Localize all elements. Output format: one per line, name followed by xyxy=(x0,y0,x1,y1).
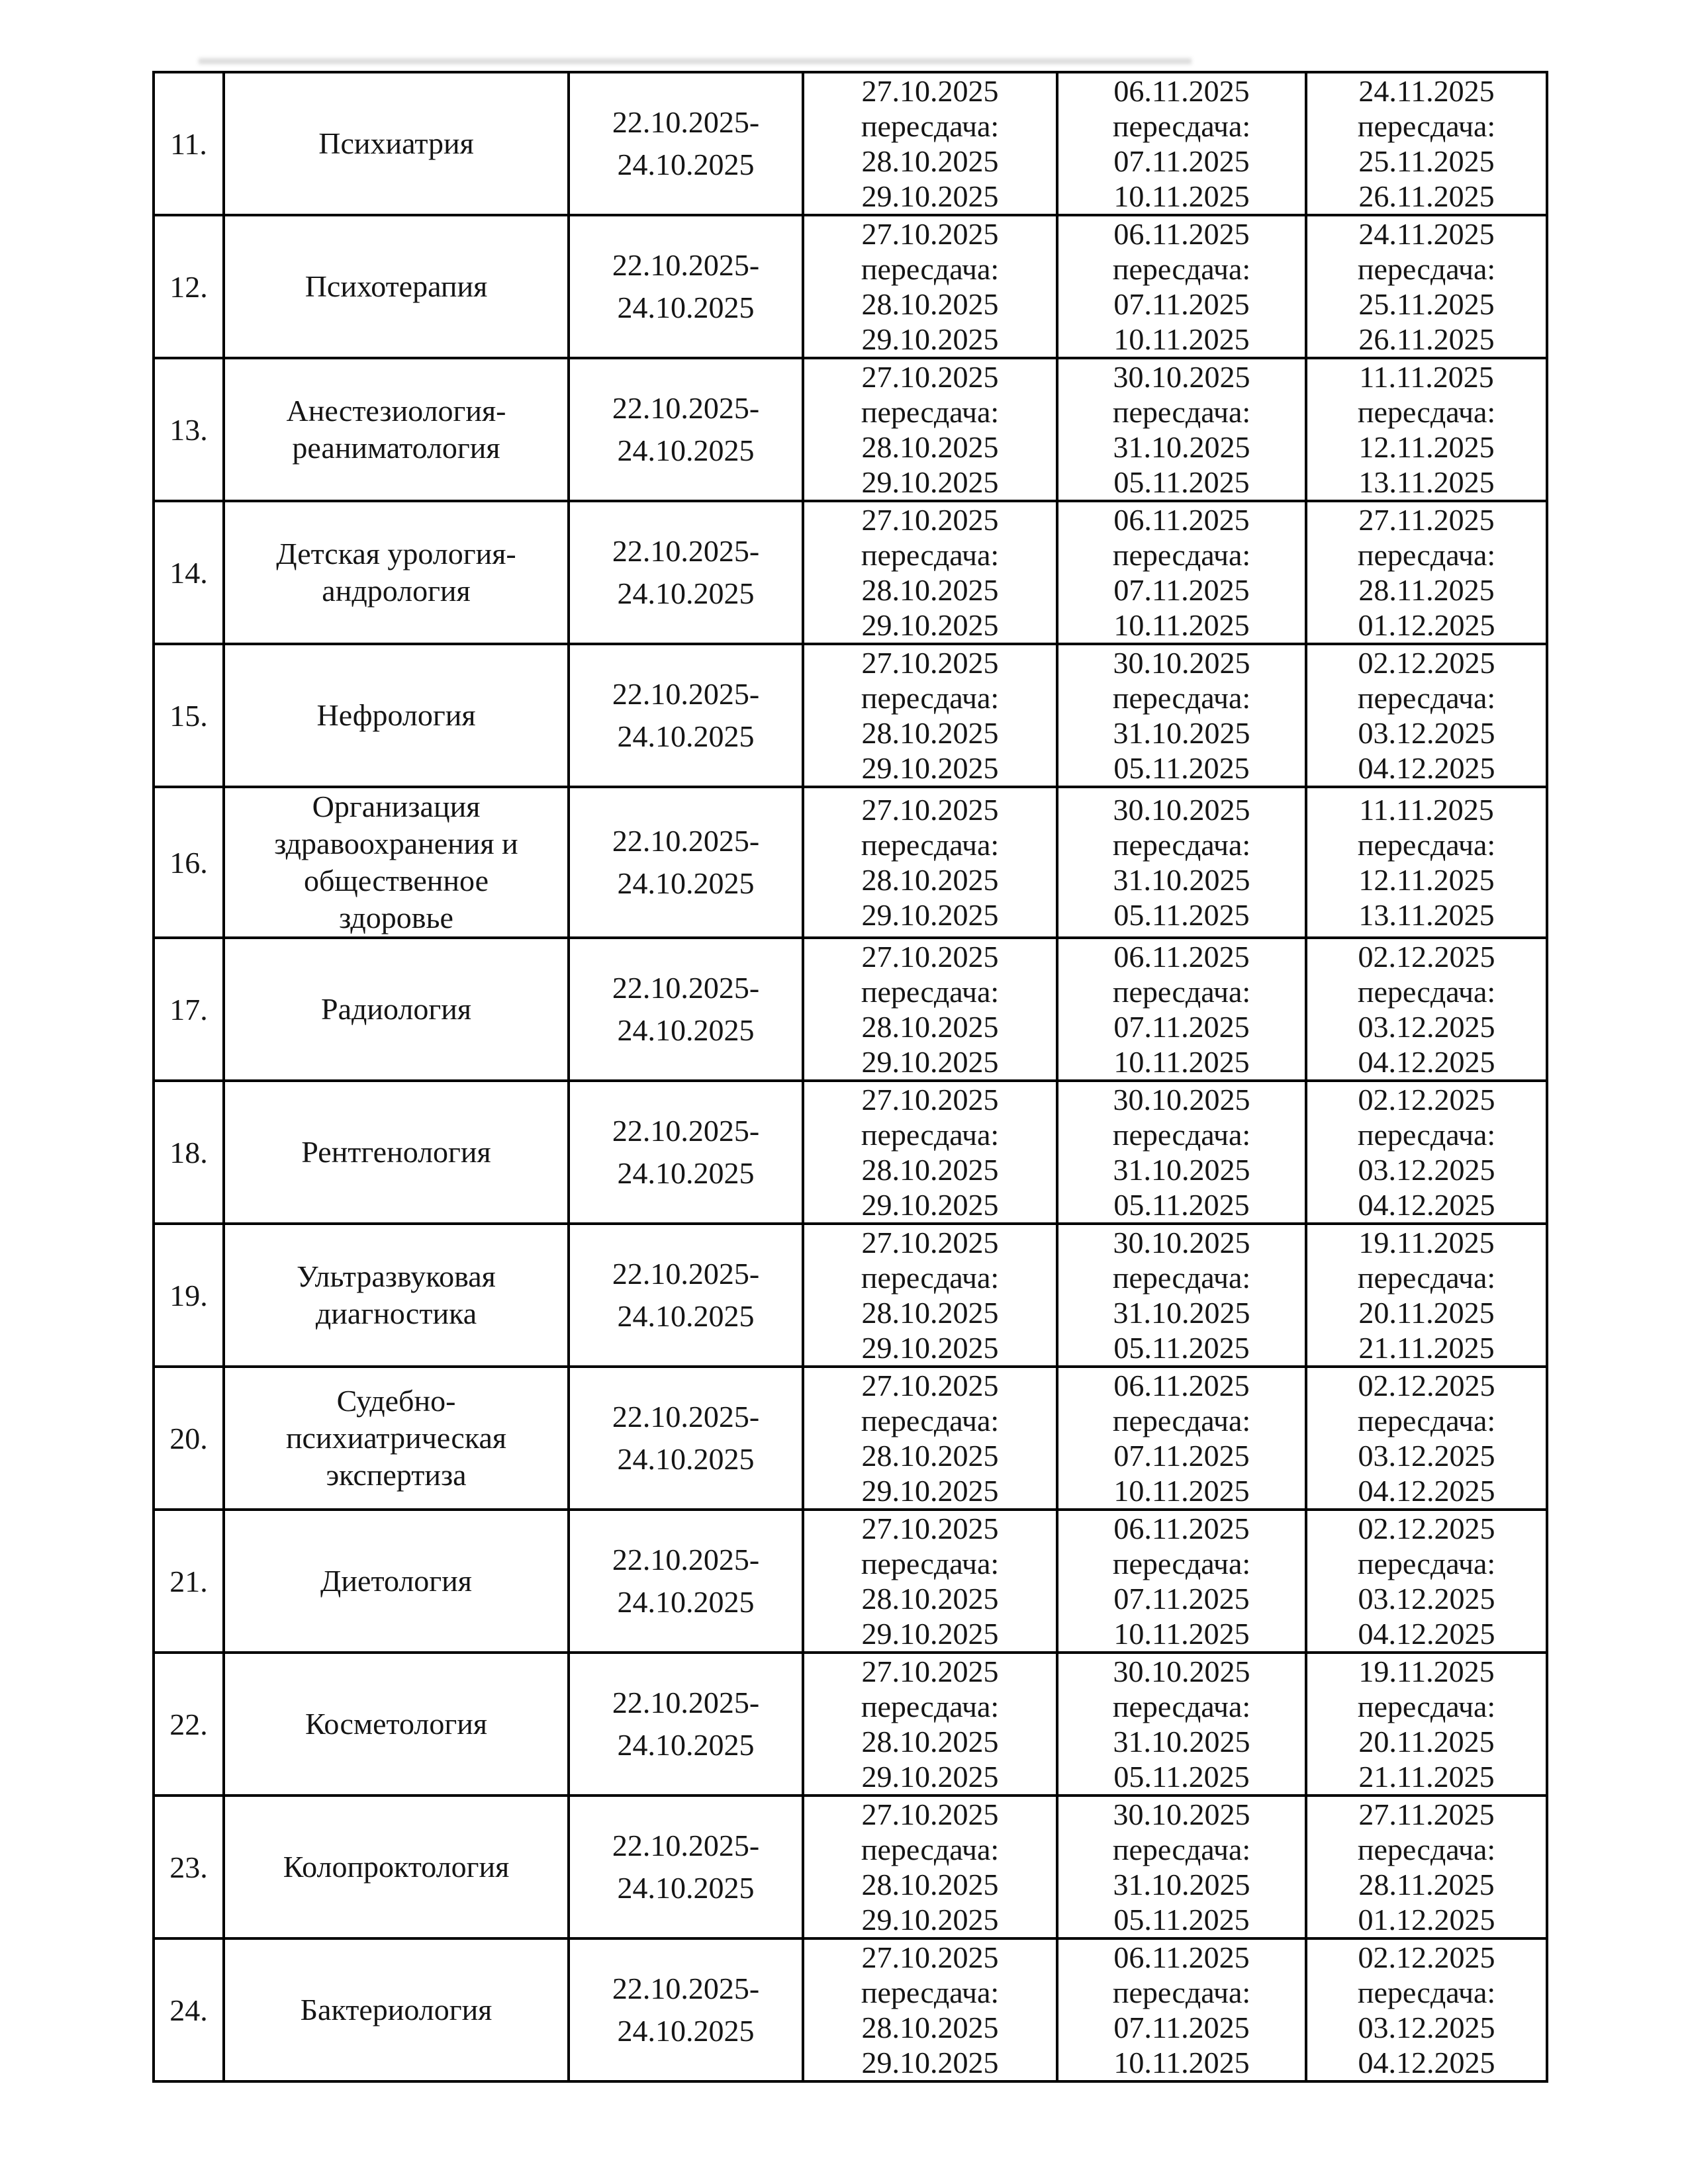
retake2-dates-cell xyxy=(1306,72,1547,215)
period-line: 24.10.2025 xyxy=(617,719,755,753)
retake1-dates-cell xyxy=(1057,1081,1306,1224)
period-line: 22.10.2025- xyxy=(612,677,760,711)
date-line: 21.11.2025 xyxy=(1358,1760,1495,1794)
table-row xyxy=(154,1796,1547,1938)
date-line: 02.12.2025 xyxy=(1358,940,1495,974)
date-line: пересдача: xyxy=(861,109,1000,143)
period-line: 24.10.2025 xyxy=(617,1442,755,1476)
date-line: 27.10.2025 xyxy=(861,1512,999,1545)
date-line: 27.10.2025 xyxy=(861,1369,999,1402)
retake2-dates-cell xyxy=(1306,1224,1547,1367)
specialty-cell: Ультразвуковая диагностика xyxy=(224,1224,569,1367)
retake1-dates-cell xyxy=(1057,1938,1306,2081)
exam-dates-cell xyxy=(803,644,1057,787)
row-number-cell: 11. xyxy=(154,72,224,215)
date-line: 27.10.2025 xyxy=(861,1797,999,1831)
period-line: 22.10.2025- xyxy=(612,1114,760,1148)
date-line: пересдача: xyxy=(861,681,1000,715)
date-line: 24.11.2025 xyxy=(1358,217,1495,251)
exam-dates-cell xyxy=(803,1796,1057,1938)
date-line: пересдача: xyxy=(861,1118,1000,1152)
date-line: пересдача: xyxy=(1357,828,1496,862)
row-number-cell: 18. xyxy=(154,1081,224,1224)
table-row xyxy=(154,1938,1547,2081)
row-number-cell: 21. xyxy=(154,1510,224,1653)
date-line: 27.10.2025 xyxy=(861,793,999,827)
specialty-cell: Радиология xyxy=(224,938,569,1081)
date-line: пересдача: xyxy=(1357,538,1496,572)
date-line: 06.11.2025 xyxy=(1113,940,1250,974)
date-line: 30.10.2025 xyxy=(1113,646,1250,680)
table-row xyxy=(154,1367,1547,1510)
date-line: 03.12.2025 xyxy=(1358,716,1495,750)
date-line: 10.11.2025 xyxy=(1113,179,1250,213)
exam-dates-cell xyxy=(803,938,1057,1081)
row-number-cell: 23. xyxy=(154,1796,224,1938)
date-line: 27.10.2025 xyxy=(861,360,999,394)
retake1-dates-cell xyxy=(1057,938,1306,1081)
period-line: 22.10.2025- xyxy=(612,971,760,1005)
specialty-cell: Детская урология-андрология xyxy=(224,501,569,644)
table-row xyxy=(154,358,1547,501)
date-line: 28.10.2025 xyxy=(861,573,999,607)
date-line: 28.10.2025 xyxy=(861,1439,999,1473)
date-line: 10.11.2025 xyxy=(1113,608,1250,642)
row-number-cell: 17. xyxy=(154,938,224,1081)
date-line: 31.10.2025 xyxy=(1113,863,1250,897)
date-line: 10.11.2025 xyxy=(1113,1474,1250,1508)
date-line: 10.11.2025 xyxy=(1113,1045,1250,1079)
exam-dates-cell xyxy=(803,1510,1057,1653)
period-cell xyxy=(569,1224,803,1367)
period-line: 24.10.2025 xyxy=(617,1156,755,1190)
date-line: 28.11.2025 xyxy=(1358,1868,1495,1901)
date-line: 10.11.2025 xyxy=(1113,1617,1250,1651)
date-line: пересдача: xyxy=(1357,395,1496,429)
date-line: 31.10.2025 xyxy=(1113,1296,1250,1330)
retake1-dates-cell xyxy=(1057,501,1306,644)
date-line: 27.10.2025 xyxy=(861,1083,999,1116)
date-line: пересдача: xyxy=(1112,252,1251,286)
date-line: 20.11.2025 xyxy=(1358,1725,1495,1758)
period-line: 22.10.2025- xyxy=(612,1972,760,2005)
exam-dates-cell xyxy=(803,787,1057,938)
date-line: 30.10.2025 xyxy=(1113,1655,1250,1688)
period-line: 22.10.2025- xyxy=(612,1686,760,1719)
period-line: 24.10.2025 xyxy=(617,148,755,181)
period-line: 22.10.2025- xyxy=(612,1829,760,1862)
date-line: 26.11.2025 xyxy=(1358,179,1495,213)
retake1-dates-cell xyxy=(1057,1224,1306,1367)
date-line: 25.11.2025 xyxy=(1358,287,1495,321)
row-number-cell: 20. xyxy=(154,1367,224,1510)
retake2-dates-cell xyxy=(1306,938,1547,1081)
date-line: 28.10.2025 xyxy=(861,430,999,464)
exam-dates-cell xyxy=(803,1367,1057,1510)
period-cell xyxy=(569,787,803,938)
specialty-cell: Организация здравоохранения и общественное здоровье xyxy=(224,787,569,938)
date-line: пересдача: xyxy=(1112,828,1251,862)
date-line: пересдача: xyxy=(861,1547,1000,1580)
date-line: 02.12.2025 xyxy=(1358,646,1495,680)
period-line: 24.10.2025 xyxy=(617,1299,755,1333)
date-line: 01.12.2025 xyxy=(1358,608,1495,642)
date-line: 29.10.2025 xyxy=(861,751,999,785)
retake1-dates-cell xyxy=(1057,1653,1306,1796)
specialty-cell: Нефрология xyxy=(224,644,569,787)
date-line: 12.11.2025 xyxy=(1358,430,1495,464)
date-line: 12.11.2025 xyxy=(1358,863,1495,897)
period-line: 24.10.2025 xyxy=(617,291,755,324)
date-line: пересдача: xyxy=(861,1833,1000,1866)
date-line: 07.11.2025 xyxy=(1113,2011,1250,2044)
date-line: пересдача: xyxy=(1112,1118,1251,1152)
retake2-dates-cell xyxy=(1306,1653,1547,1796)
row-number-cell: 15. xyxy=(154,644,224,787)
retake2-dates-cell xyxy=(1306,1796,1547,1938)
date-line: 29.10.2025 xyxy=(861,1331,999,1365)
date-line: 28.10.2025 xyxy=(861,863,999,897)
date-line: 29.10.2025 xyxy=(861,1617,999,1651)
date-line: 07.11.2025 xyxy=(1113,144,1250,178)
retake2-dates-cell xyxy=(1306,787,1547,938)
date-line: 06.11.2025 xyxy=(1113,74,1250,108)
date-line: 30.10.2025 xyxy=(1113,1226,1250,1259)
date-line: 30.10.2025 xyxy=(1113,360,1250,394)
date-line: пересдача: xyxy=(861,395,1000,429)
date-line: 04.12.2025 xyxy=(1358,2046,1495,2079)
date-line: 29.10.2025 xyxy=(861,1760,999,1794)
date-line: 29.10.2025 xyxy=(861,1474,999,1508)
date-line: 28.10.2025 xyxy=(861,287,999,321)
table-row xyxy=(154,501,1547,644)
date-line: пересдача: xyxy=(1112,538,1251,572)
exam-dates-cell xyxy=(803,1653,1057,1796)
table-row xyxy=(154,644,1547,787)
exam-dates-cell xyxy=(803,1224,1057,1367)
date-line: 06.11.2025 xyxy=(1113,217,1250,251)
date-line: 27.10.2025 xyxy=(861,1226,999,1259)
date-line: пересдача: xyxy=(1357,109,1496,143)
period-cell xyxy=(569,358,803,501)
date-line: 27.10.2025 xyxy=(861,74,999,108)
period-line: 22.10.2025- xyxy=(612,105,760,139)
date-line: 11.11.2025 xyxy=(1359,793,1494,827)
scan-artifact xyxy=(199,58,1192,64)
date-line: 27.11.2025 xyxy=(1358,1797,1495,1831)
date-line: пересдача: xyxy=(861,252,1000,286)
date-line: 03.12.2025 xyxy=(1358,2011,1495,2044)
row-number-cell: 14. xyxy=(154,501,224,644)
date-line: 27.10.2025 xyxy=(861,1940,999,1974)
table-row xyxy=(154,1653,1547,1796)
retake2-dates-cell xyxy=(1306,1367,1547,1510)
date-line: 04.12.2025 xyxy=(1358,1474,1495,1508)
date-line: 29.10.2025 xyxy=(861,465,999,499)
retake1-dates-cell xyxy=(1057,1510,1306,1653)
period-cell xyxy=(569,938,803,1081)
date-line: пересдача: xyxy=(1112,109,1251,143)
table-row xyxy=(154,215,1547,358)
date-line: пересдача: xyxy=(1112,1833,1251,1866)
period-cell xyxy=(569,501,803,644)
date-line: 31.10.2025 xyxy=(1113,716,1250,750)
date-line: 20.11.2025 xyxy=(1358,1296,1495,1330)
date-line: пересдача: xyxy=(861,1976,1000,2009)
table-row xyxy=(154,72,1547,215)
period-line: 24.10.2025 xyxy=(617,2014,755,2048)
row-number-cell: 22. xyxy=(154,1653,224,1796)
date-line: 28.10.2025 xyxy=(861,1582,999,1615)
specialty-cell: Рентгенология xyxy=(224,1081,569,1224)
row-number-cell: 16. xyxy=(154,787,224,938)
date-line: 05.11.2025 xyxy=(1113,751,1250,785)
date-line: 26.11.2025 xyxy=(1358,322,1495,356)
date-line: 07.11.2025 xyxy=(1113,1010,1250,1044)
date-line: 03.12.2025 xyxy=(1358,1439,1495,1473)
retake2-dates-cell xyxy=(1306,1938,1547,2081)
date-line: 10.11.2025 xyxy=(1113,322,1250,356)
date-line: 28.10.2025 xyxy=(861,1153,999,1187)
date-line: пересдача: xyxy=(1112,1976,1251,2009)
date-line: 05.11.2025 xyxy=(1113,465,1250,499)
retake1-dates-cell xyxy=(1057,644,1306,787)
date-line: 07.11.2025 xyxy=(1113,287,1250,321)
date-line: 04.12.2025 xyxy=(1358,1045,1495,1079)
retake2-dates-cell xyxy=(1306,644,1547,787)
date-line: 07.11.2025 xyxy=(1113,1582,1250,1615)
row-number-cell: 24. xyxy=(154,1938,224,2081)
period-cell xyxy=(569,72,803,215)
retake2-dates-cell xyxy=(1306,1510,1547,1653)
date-line: 03.12.2025 xyxy=(1358,1582,1495,1615)
exam-dates-cell xyxy=(803,501,1057,644)
period-cell xyxy=(569,1367,803,1510)
date-line: пересдача: xyxy=(1112,1690,1251,1723)
date-line: 02.12.2025 xyxy=(1358,1512,1495,1545)
date-line: 07.11.2025 xyxy=(1113,573,1250,607)
date-line: пересдача: xyxy=(1357,1690,1496,1723)
row-number-cell: 13. xyxy=(154,358,224,501)
period-line: 24.10.2025 xyxy=(617,866,755,900)
period-cell xyxy=(569,1938,803,2081)
date-line: 28.10.2025 xyxy=(861,716,999,750)
period-cell xyxy=(569,215,803,358)
date-line: пересдача: xyxy=(1357,1261,1496,1295)
date-line: 02.12.2025 xyxy=(1358,1083,1495,1116)
date-line: 27.11.2025 xyxy=(1358,503,1495,537)
date-line: 06.11.2025 xyxy=(1113,1940,1250,1974)
retake1-dates-cell xyxy=(1057,1367,1306,1510)
date-line: 06.11.2025 xyxy=(1113,1512,1250,1545)
retake2-dates-cell xyxy=(1306,215,1547,358)
date-line: 05.11.2025 xyxy=(1113,1903,1250,1936)
date-line: пересдача: xyxy=(861,1261,1000,1295)
exam-dates-cell xyxy=(803,72,1057,215)
date-line: пересдача: xyxy=(1357,1833,1496,1866)
date-line: 28.10.2025 xyxy=(861,144,999,178)
date-line: пересдача: xyxy=(861,1690,1000,1723)
date-line: 19.11.2025 xyxy=(1358,1655,1495,1688)
date-line: 27.10.2025 xyxy=(861,503,999,537)
date-line: 28.10.2025 xyxy=(861,1725,999,1758)
date-line: 05.11.2025 xyxy=(1113,1760,1250,1794)
retake1-dates-cell xyxy=(1057,358,1306,501)
period-line: 22.10.2025- xyxy=(612,1257,760,1291)
date-line: 31.10.2025 xyxy=(1113,1868,1250,1901)
date-line: 02.12.2025 xyxy=(1358,1940,1495,1974)
retake2-dates-cell xyxy=(1306,1081,1547,1224)
period-line: 24.10.2025 xyxy=(617,433,755,467)
period-cell xyxy=(569,644,803,787)
date-line: 29.10.2025 xyxy=(861,608,999,642)
date-line: 04.12.2025 xyxy=(1358,1617,1495,1651)
table-row xyxy=(154,1510,1547,1653)
date-line: 29.10.2025 xyxy=(861,898,999,932)
period-line: 22.10.2025- xyxy=(612,248,760,282)
date-line: 06.11.2025 xyxy=(1113,503,1250,537)
date-line: 29.10.2025 xyxy=(861,322,999,356)
specialty-cell: Бактериология xyxy=(224,1938,569,2081)
date-line: 31.10.2025 xyxy=(1113,430,1250,464)
date-line: пересдача: xyxy=(1112,395,1251,429)
date-line: 02.12.2025 xyxy=(1358,1369,1495,1402)
date-line: 03.12.2025 xyxy=(1358,1010,1495,1044)
exam-dates-cell xyxy=(803,1938,1057,2081)
period-line: 22.10.2025- xyxy=(612,1400,760,1433)
date-line: 03.12.2025 xyxy=(1358,1153,1495,1187)
period-line: 24.10.2025 xyxy=(617,1728,755,1762)
period-line: 22.10.2025- xyxy=(612,1543,760,1576)
date-line: 31.10.2025 xyxy=(1113,1153,1250,1187)
date-line: пересдача: xyxy=(861,538,1000,572)
date-line: 04.12.2025 xyxy=(1358,751,1495,785)
exam-dates-cell xyxy=(803,1081,1057,1224)
exam-dates-cell xyxy=(803,358,1057,501)
date-line: 07.11.2025 xyxy=(1113,1439,1250,1473)
period-cell xyxy=(569,1081,803,1224)
specialty-cell: Диетология xyxy=(224,1510,569,1653)
date-line: 13.11.2025 xyxy=(1358,898,1495,932)
exam-schedule-table xyxy=(152,71,1548,2083)
date-line: пересдача: xyxy=(1112,1261,1251,1295)
date-line: пересдача: xyxy=(861,975,1000,1009)
table-row xyxy=(154,938,1547,1081)
date-line: 28.10.2025 xyxy=(861,1010,999,1044)
period-line: 22.10.2025- xyxy=(612,391,760,425)
period-line: 24.10.2025 xyxy=(617,1013,755,1047)
period-line: 24.10.2025 xyxy=(617,1871,755,1905)
retake1-dates-cell xyxy=(1057,787,1306,938)
date-line: 27.10.2025 xyxy=(861,940,999,974)
date-line: пересдача: xyxy=(1357,1404,1496,1437)
date-line: 05.11.2025 xyxy=(1113,898,1250,932)
retake2-dates-cell xyxy=(1306,358,1547,501)
date-line: 05.11.2025 xyxy=(1113,1188,1250,1222)
date-line: 28.10.2025 xyxy=(861,2011,999,2044)
retake2-dates-cell xyxy=(1306,501,1547,644)
date-line: 13.11.2025 xyxy=(1358,465,1495,499)
date-line: 28.10.2025 xyxy=(861,1296,999,1330)
date-line: 06.11.2025 xyxy=(1113,1369,1250,1402)
retake1-dates-cell xyxy=(1057,1796,1306,1938)
date-line: 29.10.2025 xyxy=(861,179,999,213)
date-line: 28.10.2025 xyxy=(861,1868,999,1901)
date-line: 27.10.2025 xyxy=(861,646,999,680)
date-line: 11.11.2025 xyxy=(1359,360,1494,394)
date-line: 31.10.2025 xyxy=(1113,1725,1250,1758)
period-line: 24.10.2025 xyxy=(617,576,755,610)
period-cell xyxy=(569,1796,803,1938)
specialty-cell: Анестезиология-реаниматология xyxy=(224,358,569,501)
date-line: пересдача: xyxy=(1357,1976,1496,2009)
table-row xyxy=(154,1224,1547,1367)
date-line: 29.10.2025 xyxy=(861,1045,999,1079)
date-line: пересдача: xyxy=(1357,1118,1496,1152)
date-line: пересдача: xyxy=(1357,975,1496,1009)
table-row xyxy=(154,1081,1547,1224)
date-line: 29.10.2025 xyxy=(861,1188,999,1222)
specialty-cell: Косметология xyxy=(224,1653,569,1796)
specialty-cell: Психотерапия xyxy=(224,215,569,358)
period-line: 22.10.2025- xyxy=(612,534,760,568)
date-line: 05.11.2025 xyxy=(1113,1331,1250,1365)
period-line: 24.10.2025 xyxy=(617,1585,755,1619)
retake1-dates-cell xyxy=(1057,215,1306,358)
period-line: 22.10.2025- xyxy=(612,824,760,858)
date-line: пересдача: xyxy=(1357,252,1496,286)
date-line: пересдача: xyxy=(1357,681,1496,715)
date-line: 04.12.2025 xyxy=(1358,1188,1495,1222)
date-line: 10.11.2025 xyxy=(1113,2046,1250,2079)
date-line: 27.10.2025 xyxy=(861,1655,999,1688)
row-number-cell: 12. xyxy=(154,215,224,358)
period-cell xyxy=(569,1510,803,1653)
date-line: 19.11.2025 xyxy=(1358,1226,1495,1259)
period-cell xyxy=(569,1653,803,1796)
date-line: пересдача: xyxy=(1112,1404,1251,1437)
exam-dates-cell xyxy=(803,215,1057,358)
date-line: пересдача: xyxy=(861,828,1000,862)
date-line: 28.11.2025 xyxy=(1358,573,1495,607)
retake1-dates-cell xyxy=(1057,72,1306,215)
date-line: 29.10.2025 xyxy=(861,1903,999,1936)
date-line: 21.11.2025 xyxy=(1358,1331,1495,1365)
date-line: 29.10.2025 xyxy=(861,2046,999,2079)
date-line: 01.12.2025 xyxy=(1358,1903,1495,1936)
specialty-cell: Психиатрия xyxy=(224,72,569,215)
specialty-cell: Колопроктология xyxy=(224,1796,569,1938)
specialty-cell: Судебно-психиатрическая экспертиза xyxy=(224,1367,569,1510)
table-row xyxy=(154,787,1547,938)
date-line: 30.10.2025 xyxy=(1113,1083,1250,1116)
date-line: пересдача: xyxy=(1112,681,1251,715)
date-line: пересдача: xyxy=(861,1404,1000,1437)
date-line: 24.11.2025 xyxy=(1358,74,1495,108)
date-line: пересдача: xyxy=(1357,1547,1496,1580)
date-line: 30.10.2025 xyxy=(1113,1797,1250,1831)
row-number-cell: 19. xyxy=(154,1224,224,1367)
date-line: 25.11.2025 xyxy=(1358,144,1495,178)
date-line: 30.10.2025 xyxy=(1113,793,1250,827)
date-line: пересдача: xyxy=(1112,975,1251,1009)
exam-schedule-body xyxy=(154,72,1547,2081)
date-line: пересдача: xyxy=(1112,1547,1251,1580)
date-line: 27.10.2025 xyxy=(861,217,999,251)
